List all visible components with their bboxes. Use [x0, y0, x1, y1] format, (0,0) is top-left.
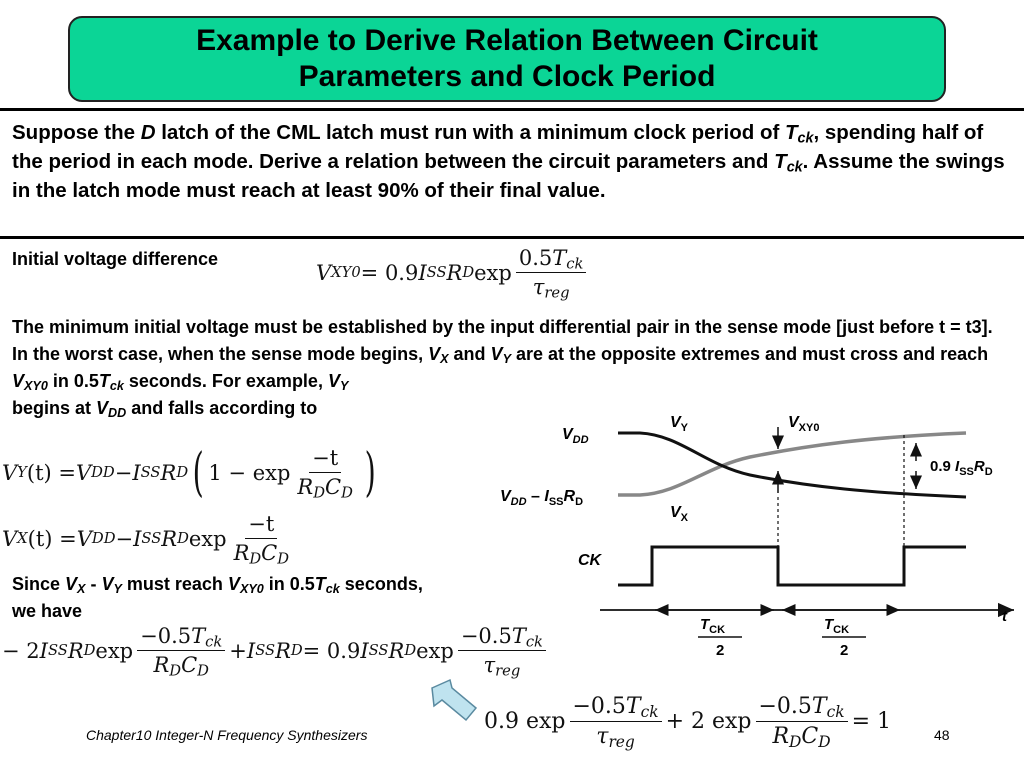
t-axis-label: t: [1002, 608, 1007, 625]
vdd-label: $V_{DD}$: [562, 426, 589, 446]
equation-vy: V Y (t) = V DD − I SS R D ( 1 − exp $\frac{-t}{R_DC_D}$ ): [2, 442, 376, 503]
equation-crossing: − 2 I SS R D exp $\frac{-0.5T_{ck}}{R_DC_D}$ + I SS R D = 0.9 I SS R D exp $\frac{-0.5T_{ck}}{\tau_{reg}}$: [2, 624, 550, 677]
vx-curve: [618, 433, 966, 495]
equation-vx: V X (t) = V DD − I SS R D exp $\frac{-t}{R_DC_D}$: [2, 512, 290, 568]
since-paragraph: Since $V_X - V_Y$ must reach $V_{XY0}$ in $0.5T_{ck}$ seconds, we have: [12, 574, 423, 621]
tck-label-1: $T_{CK}$: [700, 616, 726, 636]
explanation-paragraph: The minimum initial voltage must be established by the input differential pair in the sense mode [just before t = t3]. In the worst case, when the sense mode begins, $V_X$ and $V_Y$ are at the opposite extremes and must cross and reach $V_{XY0}$ in $0.5T_{ck}$ seconds. For example, $V_Y$ begins at $V_{DD}$ and falls according to: [12, 317, 993, 421]
equation-vxy0: V XY0 = 0.9 I SS R D exp $\frac{0.5T_{ck}}{\tau_{reg}}$: [316, 246, 590, 299]
page-number: 48: [934, 727, 950, 743]
title-line-1: Example to Derive Relation Between Circuit: [196, 24, 818, 57]
divider-top: [0, 108, 1024, 111]
ck-label: CK: [578, 552, 602, 569]
footer-chapter: Chapter10 Integer-N Frequency Synthesizers: [86, 727, 368, 743]
vx-label: $V_X$: [670, 504, 689, 524]
slide-title: [68, 16, 946, 102]
arrow-icon: [428, 678, 482, 722]
initial-voltage-label: Initial voltage difference: [12, 249, 219, 269]
problem-statement: Suppose the D latch of the CML latch must run with a minimum clock period of $T_{ck}$, spending half of the period in each mode. Derive a relation between the circuit parameters and $T_{ck}$. Assume the swings in the latch mode must reach at least 90% of their final value.: [12, 121, 1005, 202]
vxy0-label: $V_{XY0}$: [788, 414, 820, 434]
vy-label: $V_Y$: [670, 414, 689, 434]
tck-den-2: 2: [840, 642, 849, 659]
tck-den-1: 2: [716, 642, 725, 659]
vdd-iss-rd-label: $V_{DD} - I_{SS}R_D$: [500, 488, 584, 508]
equation-final: 0.9 exp $\frac{-0.5T_{ck}}{\tau_{reg}}$ + 2 exp $\frac{-0.5T_{ck}}{R_DC_D}$ = 1: [484, 694, 891, 751]
ck-waveform: [618, 547, 966, 585]
divider-bottom: [0, 236, 1024, 239]
timing-diagram: [490, 405, 1024, 675]
title-line-2: Parameters and Clock Period: [298, 60, 716, 93]
point9-iss-rd-label: 0.9 $I_{SS}R_D$: [930, 458, 993, 478]
tck-label-2: $T_{CK}$: [824, 616, 850, 636]
